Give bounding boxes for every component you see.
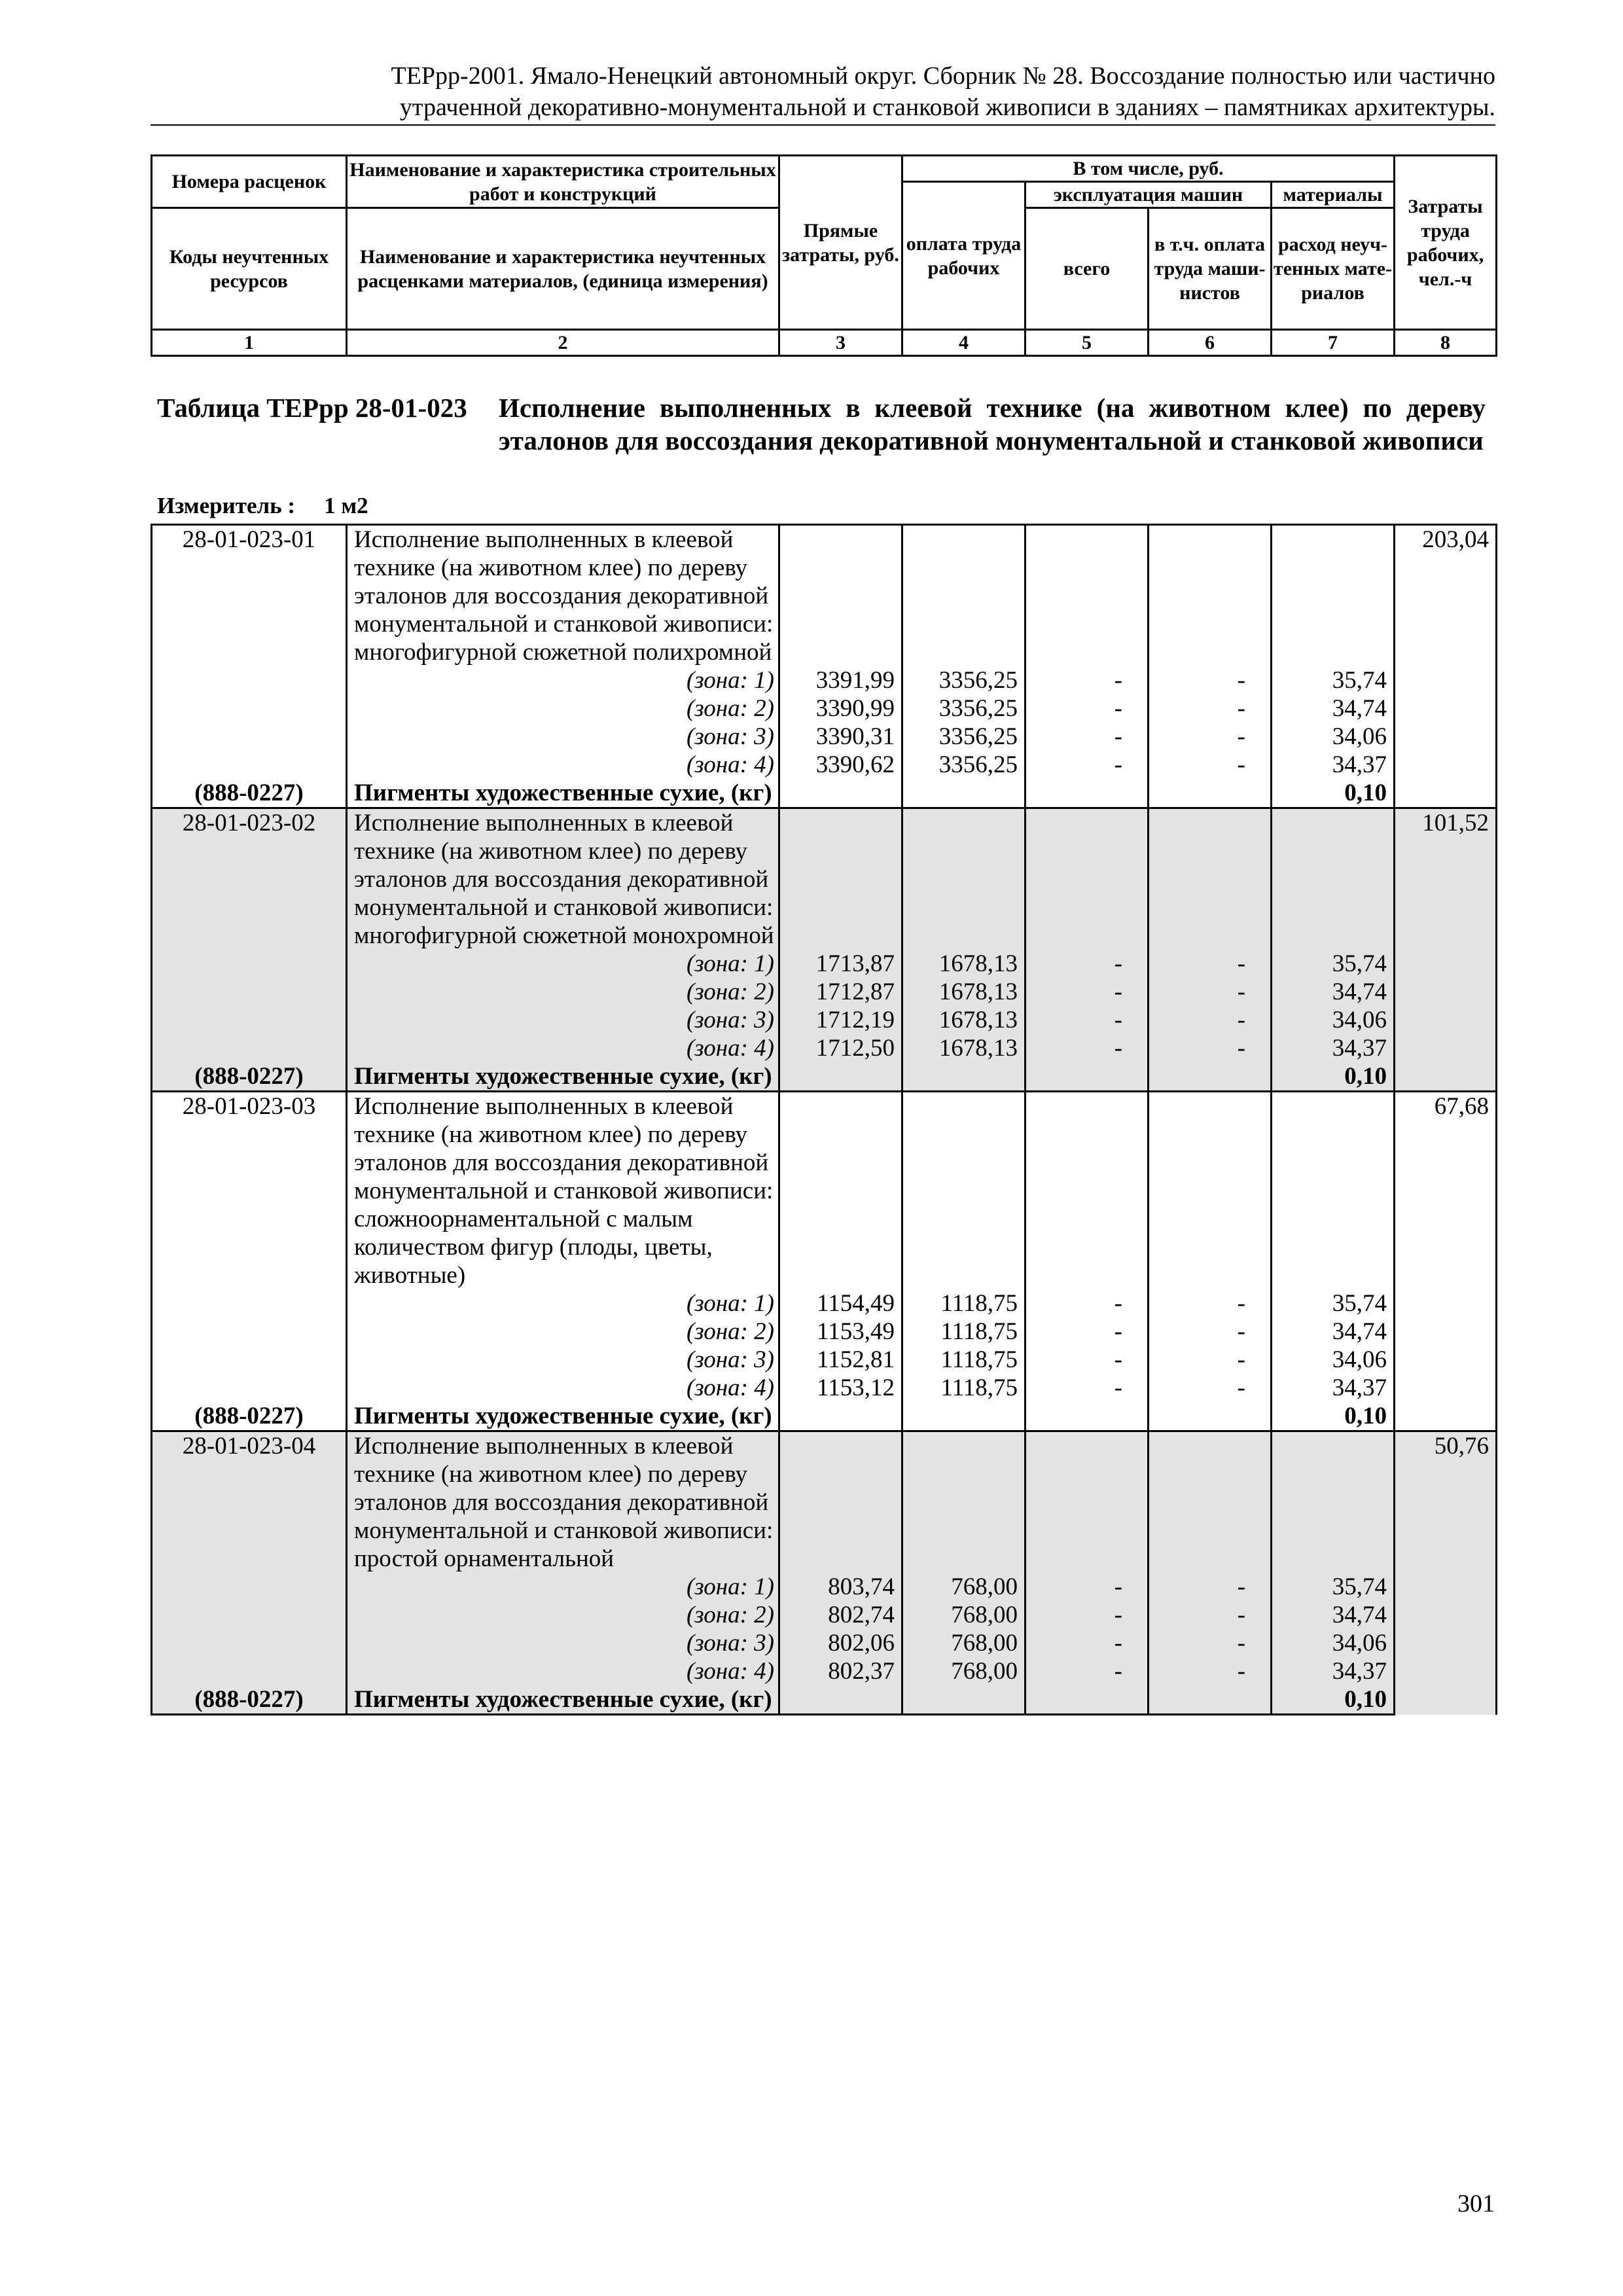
col-number: 3 (779, 330, 902, 356)
machinist-wages: - (1149, 1601, 1272, 1629)
materials-value: 34,06 (1272, 1629, 1395, 1657)
materials-value: 34,06 (1272, 1006, 1395, 1034)
empty-cell (902, 1431, 1026, 1573)
resource-row (152, 1402, 1497, 1431)
header-materials-consumption: расход неуч-тенных мате-риалов (1272, 208, 1395, 330)
machines-total: - (1026, 1573, 1149, 1601)
empty-cell (152, 694, 347, 723)
machines-total: - (1026, 723, 1149, 751)
rate-code: 28-01-023-03 (152, 1092, 347, 1290)
zone-row (152, 978, 1497, 1006)
wages-value: 1118,75 (902, 1374, 1026, 1402)
machines-total: - (1026, 950, 1149, 978)
materials-value: 34,74 (1272, 1318, 1395, 1346)
machinist-wages: - (1149, 1289, 1272, 1318)
wages-value: 1678,13 (902, 950, 1026, 978)
machinist-wages: - (1149, 1657, 1272, 1685)
materials-value: 35,74 (1272, 1573, 1395, 1601)
empty-cell (779, 1092, 902, 1290)
machinist-wages: - (1149, 978, 1272, 1006)
empty-cell (779, 1062, 902, 1092)
labor-value: 101,52 (1395, 808, 1497, 1092)
empty-cell (1272, 1431, 1395, 1573)
zone-row (152, 1289, 1497, 1318)
col-number: 2 (347, 330, 779, 356)
empty-cell (1026, 779, 1149, 808)
empty-cell (779, 1431, 902, 1573)
header-machinist-wages: в т.ч. оплата труда маши-нистов (1149, 208, 1272, 330)
direct-cost: 1153,12 (779, 1374, 902, 1402)
machines-total: - (1026, 1289, 1149, 1318)
rate-code: 28-01-023-02 (152, 808, 347, 950)
resource-code: (888-0227) (152, 1685, 347, 1715)
zone-row (152, 723, 1497, 751)
empty-cell (152, 1318, 347, 1346)
rate-name: Исполнение выполненных в клеевой технике (на животном клее) по дереву эталонов для воссоздания декоративной монументальной и станковой живописи: сложноорнаментальной с малым количеством фигур (плоды, цветы, животные) (347, 1092, 779, 1290)
zone-label: (зона: 1) (347, 666, 779, 694)
empty-cell (902, 808, 1026, 950)
rates-table (151, 524, 1497, 1715)
direct-cost: 1713,87 (779, 950, 902, 978)
wages-value: 768,00 (902, 1601, 1026, 1629)
empty-cell (1272, 1092, 1395, 1290)
header-machine-ops: эксплуатация машин (1026, 182, 1272, 208)
direct-cost: 802,37 (779, 1657, 902, 1685)
resource-row (152, 1685, 1497, 1715)
running-head-line-1: ТЕРрр-2001. Ямало-Ненецкий автономный округ. Сборник № 28. Воссоздание полностью или частично (391, 62, 1495, 90)
empty-cell (152, 1006, 347, 1034)
rate-row (152, 1092, 1497, 1290)
direct-cost: 1152,81 (779, 1346, 902, 1374)
wages-value: 3356,25 (902, 694, 1026, 723)
machinist-wages: - (1149, 1006, 1272, 1034)
empty-cell (1149, 1402, 1272, 1431)
header-materials: материалы (1272, 182, 1395, 208)
machinist-wages: - (1149, 694, 1272, 723)
materials-value: 34,37 (1272, 751, 1395, 779)
empty-cell (1026, 1062, 1149, 1092)
header-rates: Номера расценок (152, 156, 347, 208)
machinist-wages: - (1149, 723, 1272, 751)
col-number: 6 (1149, 330, 1272, 356)
wages-value: 1118,75 (902, 1289, 1026, 1318)
machines-total: - (1026, 1034, 1149, 1062)
zone-label: (зона: 2) (347, 1318, 779, 1346)
direct-cost: 3390,31 (779, 723, 902, 751)
wages-value: 1118,75 (902, 1346, 1026, 1374)
zone-label: (зона: 4) (347, 751, 779, 779)
zone-label: (зона: 1) (347, 1573, 779, 1601)
header-including: В том числе, руб. (902, 156, 1395, 182)
empty-cell (1026, 808, 1149, 950)
zone-row (152, 1006, 1497, 1034)
zone-label: (зона: 3) (347, 1346, 779, 1374)
empty-cell (152, 723, 347, 751)
direct-cost: 1153,49 (779, 1318, 902, 1346)
resource-quantity: 0,10 (1272, 1685, 1395, 1715)
empty-cell (1026, 1092, 1149, 1290)
machines-total: - (1026, 978, 1149, 1006)
rate-name: Исполнение выполненных в клеевой технике (на животном клее) по дереву эталонов для воссоздания декоративной монументальной и станковой живописи: простой орнаментальной (347, 1431, 779, 1573)
zone-label: (зона: 4) (347, 1657, 779, 1685)
col-number: 1 (152, 330, 347, 356)
zone-row (152, 950, 1497, 978)
rate-name: Исполнение выполненных в клеевой технике (на животном клее) по дереву эталонов для воссоздания декоративной монументальной и станковой живописи: многофигурной сюжетной полихромной (347, 525, 779, 667)
resource-name: Пигменты художественные сухие, (кг) (347, 1062, 779, 1092)
header-work-name: Наименование и характеристика строительных работ и конструкций (347, 156, 779, 208)
zone-label: (зона: 3) (347, 1629, 779, 1657)
materials-value: 34,74 (1272, 694, 1395, 723)
empty-cell (152, 1601, 347, 1629)
col-number: 7 (1272, 330, 1395, 356)
materials-value: 34,06 (1272, 1346, 1395, 1374)
machines-total: - (1026, 1629, 1149, 1657)
rate-code: 28-01-023-01 (152, 525, 347, 667)
zone-row (152, 1657, 1497, 1685)
measure-label: Измеритель : (157, 493, 296, 518)
wages-value: 1678,13 (902, 1034, 1026, 1062)
empty-cell (1026, 525, 1149, 667)
resource-code: (888-0227) (152, 779, 347, 808)
machines-total: - (1026, 1601, 1149, 1629)
col-number: 4 (902, 330, 1026, 356)
direct-cost: 803,74 (779, 1573, 902, 1601)
materials-value: 34,74 (1272, 978, 1395, 1006)
column-header-table (151, 154, 1497, 357)
direct-cost: 1154,49 (779, 1289, 902, 1318)
machinist-wages: - (1149, 1629, 1272, 1657)
empty-cell (1149, 779, 1272, 808)
zone-label: (зона: 4) (347, 1034, 779, 1062)
zone-label: (зона: 1) (347, 950, 779, 978)
zone-label: (зона: 1) (347, 1289, 779, 1318)
machines-total: - (1026, 666, 1149, 694)
empty-cell (902, 525, 1026, 667)
direct-cost: 1712,87 (779, 978, 902, 1006)
col-number: 5 (1026, 330, 1149, 356)
empty-cell (1149, 525, 1272, 667)
zone-label: (зона: 3) (347, 723, 779, 751)
page-number: 301 (1457, 2190, 1495, 2217)
rate-name: Исполнение выполненных в клеевой технике (на животном клее) по дереву эталонов для воссоздания декоративной монументальной и станковой живописи: многофигурной сюжетной монохромной (347, 808, 779, 950)
zone-row (152, 1601, 1497, 1629)
resource-name: Пигменты художественные сухие, (кг) (347, 779, 779, 808)
labor-value: 50,76 (1395, 1431, 1497, 1715)
materials-value: 35,74 (1272, 1289, 1395, 1318)
resource-code: (888-0227) (152, 1402, 347, 1431)
wages-value: 3356,25 (902, 666, 1026, 694)
zone-row (152, 1034, 1497, 1062)
zone-label: (зона: 4) (347, 1374, 779, 1402)
direct-cost: 3390,99 (779, 694, 902, 723)
machines-total: - (1026, 1006, 1149, 1034)
rate-row (152, 525, 1497, 667)
materials-value: 35,74 (1272, 666, 1395, 694)
empty-cell (152, 1346, 347, 1374)
machinist-wages: - (1149, 1034, 1272, 1062)
rate-code: 28-01-023-04 (152, 1431, 347, 1573)
direct-cost: 3390,62 (779, 751, 902, 779)
wages-value: 768,00 (902, 1657, 1026, 1685)
empty-cell (779, 1402, 902, 1431)
measure-value: 1 м2 (324, 493, 368, 518)
zone-row (152, 1629, 1497, 1657)
materials-value: 34,37 (1272, 1657, 1395, 1685)
rate-row (152, 808, 1497, 950)
zone-row (152, 1346, 1497, 1374)
empty-cell (902, 1092, 1026, 1290)
resource-quantity: 0,10 (1272, 779, 1395, 808)
wages-value: 768,00 (902, 1629, 1026, 1657)
empty-cell (1272, 808, 1395, 950)
materials-value: 35,74 (1272, 950, 1395, 978)
machinist-wages: - (1149, 1318, 1272, 1346)
machines-total: - (1026, 694, 1149, 723)
empty-cell (152, 1034, 347, 1062)
wages-value: 768,00 (902, 1573, 1026, 1601)
resource-code: (888-0227) (152, 1062, 347, 1092)
empty-cell (902, 779, 1026, 808)
materials-value: 34,74 (1272, 1601, 1395, 1629)
direct-cost: 802,06 (779, 1629, 902, 1657)
direct-cost: 1712,50 (779, 1034, 902, 1062)
labor-value: 67,68 (1395, 1092, 1497, 1431)
materials-value: 34,37 (1272, 1374, 1395, 1402)
col-number: 8 (1395, 330, 1497, 356)
zone-row (152, 751, 1497, 779)
wages-value: 1118,75 (902, 1318, 1026, 1346)
machines-total: - (1026, 751, 1149, 779)
empty-cell (1149, 1685, 1272, 1715)
machinist-wages: - (1149, 1573, 1272, 1601)
labor-value: 203,04 (1395, 525, 1497, 808)
direct-cost: 3391,99 (779, 666, 902, 694)
measure-unit (157, 492, 368, 520)
table-title: Исполнение выполненных в клеевой технике (на животном клее) по дереву эталонов для воссоздания декоративной монументальной и станковой живописи (499, 393, 1486, 456)
rate-row (152, 1431, 1497, 1573)
empty-cell (152, 1289, 347, 1318)
direct-cost: 802,74 (779, 1601, 902, 1629)
empty-cell (902, 1685, 1026, 1715)
table-label: Таблица ТЕРрр 28-01-023 (157, 393, 467, 423)
running-head (151, 60, 1495, 123)
resource-quantity: 0,10 (1272, 1062, 1395, 1092)
direct-cost: 1712,19 (779, 1006, 902, 1034)
empty-cell (1026, 1402, 1149, 1431)
materials-value: 34,06 (1272, 723, 1395, 751)
zone-label: (зона: 2) (347, 694, 779, 723)
empty-cell (902, 1402, 1026, 1431)
empty-cell (779, 1685, 902, 1715)
resource-name: Пигменты художественные сухие, (кг) (347, 1402, 779, 1431)
header-unaccounted-materials: Наименование и характеристика неучтенных расценками материалов, (единица измерения) (347, 208, 779, 330)
zone-label: (зона: 2) (347, 1601, 779, 1629)
empty-cell (1272, 525, 1395, 667)
header-labor: Затраты труда рабочих, чел.-ч (1395, 156, 1497, 330)
wages-value: 1678,13 (902, 1006, 1026, 1034)
zone-row (152, 1318, 1497, 1346)
empty-cell (152, 1573, 347, 1601)
zone-row (152, 1573, 1497, 1601)
machinist-wages: - (1149, 666, 1272, 694)
zone-label: (зона: 3) (347, 1006, 779, 1034)
wages-value: 3356,25 (902, 751, 1026, 779)
header-wages: оплата труда рабочих (902, 182, 1026, 330)
resource-quantity: 0,10 (1272, 1402, 1395, 1431)
materials-value: 34,37 (1272, 1034, 1395, 1062)
empty-cell (152, 1629, 347, 1657)
empty-cell (779, 808, 902, 950)
header-direct-costs: Прямые затраты, руб. (779, 156, 902, 330)
header-machines-total: всего (1026, 208, 1149, 330)
machinist-wages: - (1149, 1374, 1272, 1402)
empty-cell (1149, 1431, 1272, 1573)
empty-cell (1026, 1431, 1149, 1573)
zone-row (152, 1374, 1497, 1402)
machines-total: - (1026, 1346, 1149, 1374)
zone-row (152, 666, 1497, 694)
zone-label: (зона: 2) (347, 978, 779, 1006)
empty-cell (152, 1374, 347, 1402)
empty-cell (152, 751, 347, 779)
empty-cell (1026, 1685, 1149, 1715)
machines-total: - (1026, 1374, 1149, 1402)
header-resource-codes: Коды неучтенных ресурсов (152, 208, 347, 330)
empty-cell (152, 666, 347, 694)
resource-row (152, 1062, 1497, 1092)
machinist-wages: - (1149, 751, 1272, 779)
empty-cell (1149, 1092, 1272, 1290)
resource-name: Пигменты художественные сухие, (кг) (347, 1685, 779, 1715)
empty-cell (1149, 808, 1272, 950)
running-head-rule (151, 124, 1495, 126)
empty-cell (779, 779, 902, 808)
empty-cell (902, 1062, 1026, 1092)
resource-row (152, 779, 1497, 808)
machines-total: - (1026, 1657, 1149, 1685)
running-head-line-2: утраченной декоративно-монументальной и станковой живописи в зданиях – памятниках архитектуры. (399, 94, 1495, 121)
zone-row (152, 694, 1497, 723)
machines-total: - (1026, 1318, 1149, 1346)
machinist-wages: - (1149, 1346, 1272, 1374)
machinist-wages: - (1149, 950, 1272, 978)
empty-cell (152, 978, 347, 1006)
empty-cell (779, 525, 902, 667)
empty-cell (1149, 1062, 1272, 1092)
wages-value: 1678,13 (902, 978, 1026, 1006)
empty-cell (152, 950, 347, 978)
empty-cell (152, 1657, 347, 1685)
wages-value: 3356,25 (902, 723, 1026, 751)
